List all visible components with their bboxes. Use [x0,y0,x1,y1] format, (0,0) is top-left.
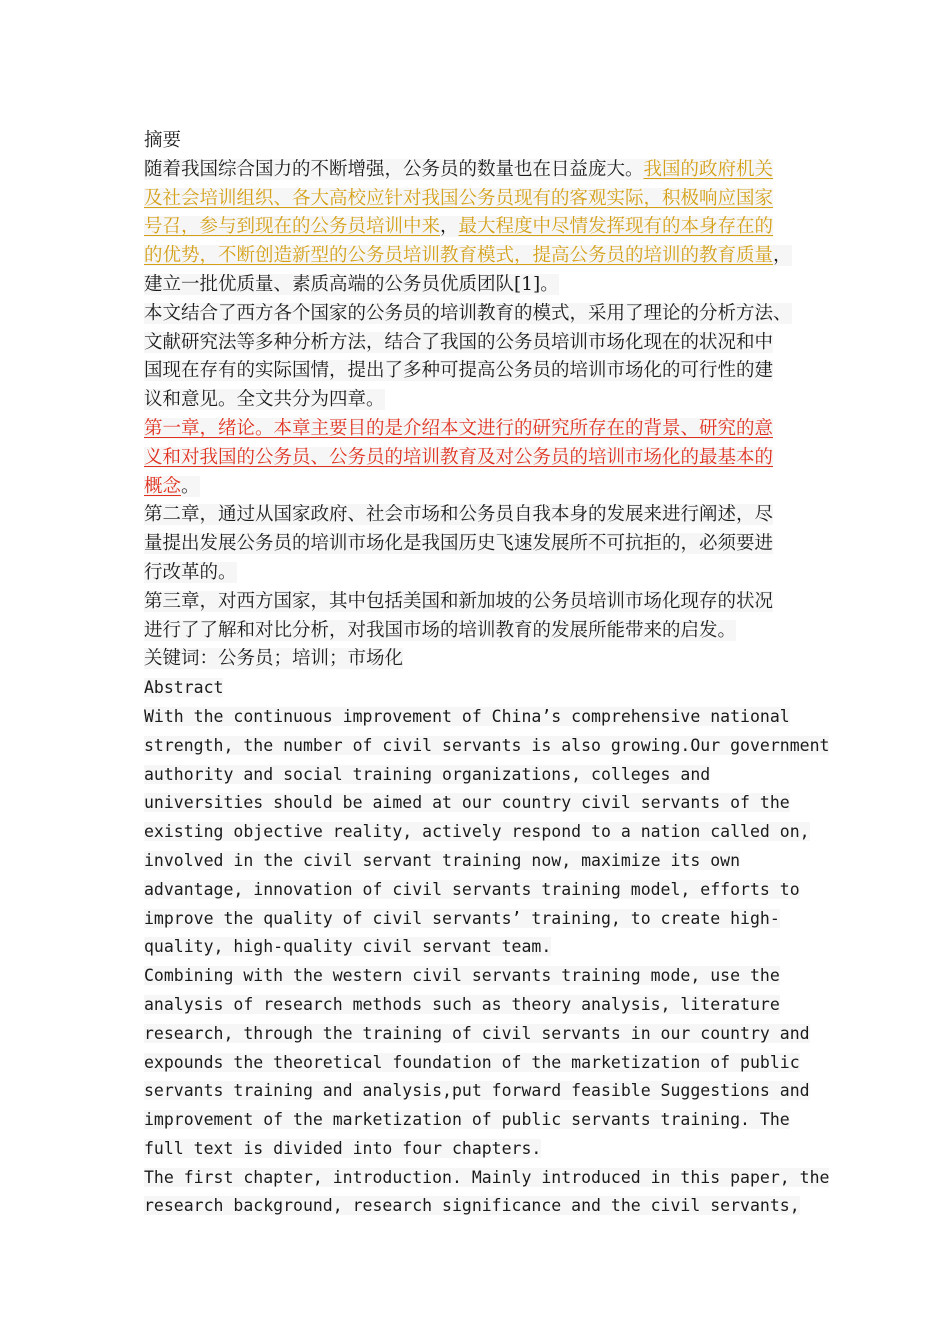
zh-p1-line [144,185,814,214]
zh-p3-line [144,444,814,473]
en-p1-line [144,703,814,732]
zh-p5-line [144,617,814,646]
zh-p2-text: 国现在存有的实际国情，提出了多种可提高公务员的培训市场化的可行性的建 [144,360,774,382]
zh-p4-text: 量提出发展公务员的培训市场化是我国历史飞速发展所不可抗拒的，必须要进 [144,533,774,555]
zh-p4-text: 行改革的。 [144,561,237,583]
zh-p1-highlighted-text: 号召，参与到现在的公务员培训中来 [144,216,441,238]
en-p1-text: With the continuous improvement of China’s comprehensive national [144,706,790,726]
zh-p4-text: 第二章，通过从国家政府、社会市场和公务员自我本身的发展来进行阐述，尽 [144,504,774,526]
zh-p1-line [144,213,814,242]
zh-p1-highlighted-text: 的优势，不断创造新型的公务员培训教育模式，提高公务员的培训的教育质量 [144,245,774,267]
zh-p2-line [144,386,814,415]
en-p1-line [144,789,814,818]
zh-p4-line [144,501,814,530]
en-p1-line [144,847,814,876]
zh-p1-highlighted-text: 最大程度中尽情发挥现有的本身存在的 [458,216,774,238]
zh-p3-text: 。 [181,475,200,497]
zh-p3-highlighted-text: 概念 [144,475,182,497]
en-p3-line [144,1192,814,1221]
en-p3-text: research background, research significance and the civil servants, [144,1196,800,1216]
en-p2-line [144,1135,814,1164]
en-p2-line [144,1020,814,1049]
zh-p2-line [144,329,814,358]
zh-p1-highlighted-text: 我国的政府机关 [643,158,774,180]
en-p2-line [144,1049,814,1078]
en-abstract-heading [144,674,814,703]
en-p1-line [144,818,814,847]
en-p1-text: improve the quality of civil servants’ training, to create high- [144,908,780,928]
en-p2-line [144,962,814,991]
en-p2-line [144,991,814,1020]
zh-p3-highlighted-text: 第一章，绪论。本章主要目的是介绍本文进行的研究所存在的背景、研究的意 [144,417,774,439]
en-p2-text: servants training and analysis,put forward feasible Suggestions and [144,1081,810,1101]
en-p1-text: existing objective reality, actively respond to a nation called on, [144,822,810,842]
en-p1-text: strength, the number of civil servants is also growing.Our government [144,735,830,755]
document-page [144,127,830,1221]
zh-p2-text: 议和意见。全文共分为四章。 [144,389,385,411]
en-p1-text: advantage, innovation of civil servants training model, efforts to [144,879,800,899]
zh-p1-text: 建立一批优质量、素质高端的公务员优质团队[1]。 [144,273,559,295]
zh-p4-line [144,530,814,559]
zh-p1-line [144,156,814,185]
zh-p1-text: ， [773,245,792,267]
zh-p3-highlighted-text: 义和对我国的公务员、公务员的培训教育及对公务员的培训市场化的最基本的 [144,446,774,468]
en-paragraph-3 [144,1164,830,1222]
en-p1-text: authority and social training organizations, colleges and [144,764,711,784]
zh-p1-highlighted-text: 及社会培训组织、各大高校应针对我国公务员现有的客观实际，积极响应国家 [144,187,774,209]
en-p2-text: full text is divided into four chapters. [144,1138,542,1158]
en-p2-line [144,1106,814,1135]
en-p1-line [144,732,830,761]
zh-p1-text: 随着我国综合国力的不断增强，公务员的数量也在日益庞大。 [144,158,644,180]
zh-keywords [144,645,814,674]
zh-p5-text: 进行了了解和对比分析，对我国市场的培训教育的发展所能带来的启发。 [144,619,737,641]
en-p1-line [144,933,814,962]
zh-p5-text: 第三章，对西方国家，其中包括美国和新加坡的公务员培训市场化现存的状况 [144,590,774,612]
zh-keywords-text: 关键词：公务员；培训；市场化 [144,648,404,670]
en-p1-line [144,876,814,905]
zh-p3-line [144,473,814,502]
en-p1-line [144,905,814,934]
zh-p2-text: 本文结合了西方各个国家的公务员的培训教育的模式，采用了理论的分析方法、 [144,302,792,324]
en-p1-text: quality, high-quality civil servant team. [144,937,552,957]
zh-p1-line [144,242,814,271]
zh-paragraph-4 [144,501,814,587]
zh-p5-line [144,588,814,617]
zh-p4-line [144,559,814,588]
en-p1-text: universities should be aimed at our country civil servants of the [144,793,790,813]
zh-p1-line [144,271,814,300]
en-p2-line [144,1077,814,1106]
en-p3-line [144,1164,830,1193]
zh-paragraph-5 [144,588,814,646]
en-paragraph-1 [144,703,830,962]
zh-paragraph-2 [144,300,814,415]
en-p3-text: The first chapter, introduction. Mainly introduced in this paper, the [144,1167,830,1187]
zh-paragraph-3 [144,415,814,501]
en-p2-text: expounds the theoretical foundation of the marketization of public [144,1052,800,1072]
zh-p2-line [144,357,814,386]
zh-p3-line [144,415,814,444]
en-p2-text: Combining with the western civil servants training mode, use the [144,966,780,986]
zh-p1-text: ， [440,216,459,238]
en-paragraph-2 [144,962,814,1164]
en-p2-text: research, through the training of civil servants in our country and [144,1023,810,1043]
en-abstract-heading-text: Abstract [144,678,224,698]
zh-abstract-heading: 摘要 [144,130,182,151]
zh-p2-line [144,300,814,329]
en-p2-text: analysis of research methods such as theory analysis, literature [144,994,780,1014]
zh-p2-text: 文献研究法等多种分析方法，结合了我国的公务员培训市场化现在的状况和中 [144,331,774,353]
en-p2-text: improvement of the marketization of public servants training. The [144,1110,790,1130]
en-p1-text: involved in the civil servant training now, maximize its own [144,850,741,870]
en-p1-line [144,761,814,790]
zh-paragraph-1 [144,156,814,300]
